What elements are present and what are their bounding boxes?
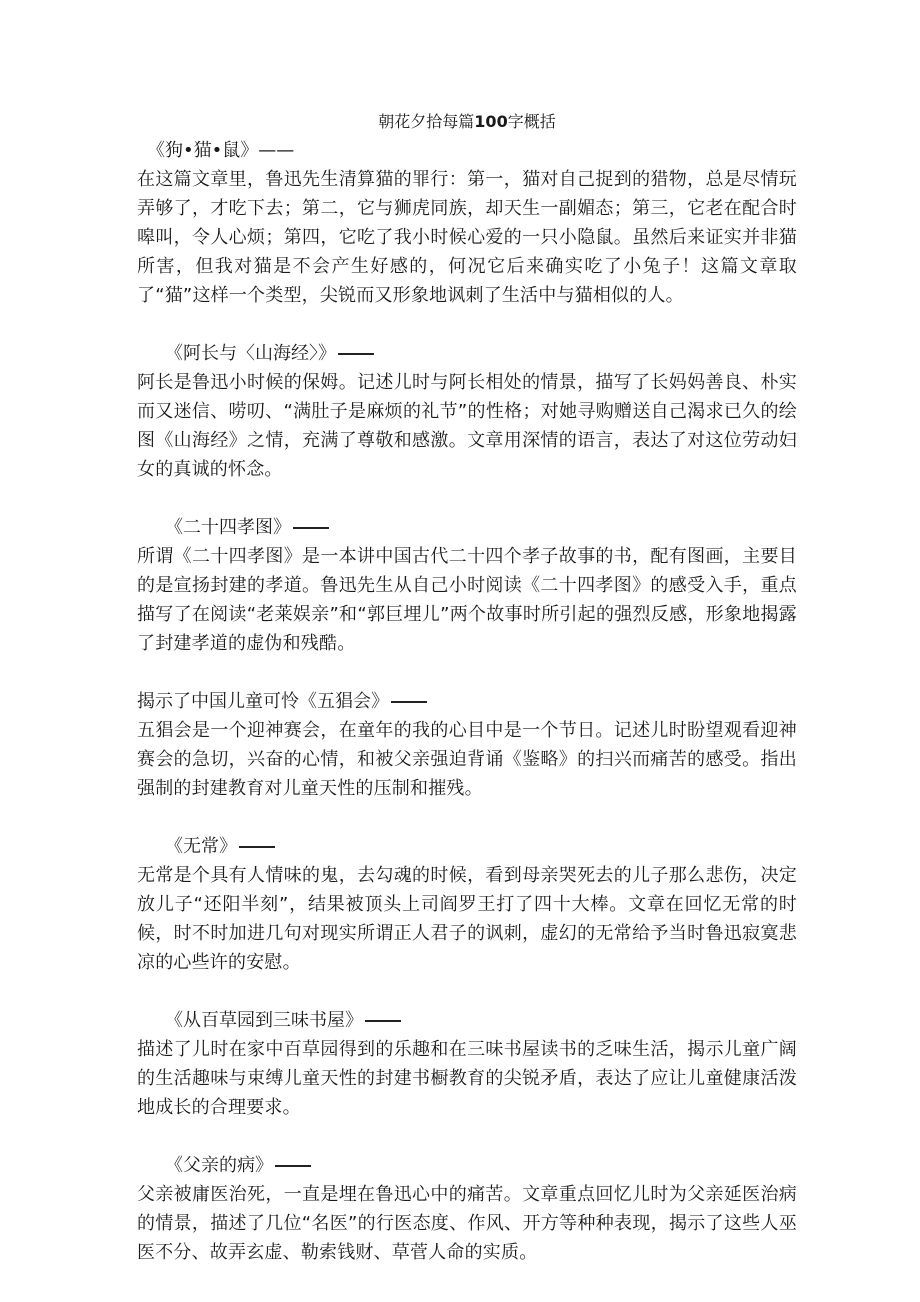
section-body: 阿长是鲁迅小时候的保姆。记述儿时与阿长相处的情景，描写了长妈妈善良、朴实而又迷信、唠叨、“满肚子是麻烦的礼节”的性格；对她寻购赠送自己渴求已久的绘图《山海经》之情，充满了尊敬和感激。文章用深情的语言，表达了对这位劳动妇女的真诚的怀念。 [137,372,797,480]
heading-dash [239,846,275,848]
section-a-chang [137,339,797,484]
heading-text: 《无常》 [165,836,237,857]
heading-text: 《二十四孝图》 [165,517,291,538]
document-page [137,108,797,1296]
heading-text: 《父亲的病》 [165,1155,273,1176]
heading-dash [391,701,427,703]
section-heading [137,687,797,716]
section-twenty-four-filial [137,513,797,658]
section-dog-cat-mouse [137,136,797,310]
section-heading [137,1006,797,1035]
section-body: 在这篇文章里，鲁迅先生清算猫的罪行：第一，猫对自己捉到的猎物，总是尽情玩弄够了，才吃下去；第二，它与狮虎同族，却天生一副媚态；第三，它老在配合时嗥叫，令人心烦；第四，它吃了我小时候心爱的一只小隐鼠。虽然后来证实并非猫所害，但我对猫是不会产生好感的，何况它后来确实吃了小兔子！这篇文章取了“猫”这样一个类型，尖锐而又形象地讽刺了生活中与猫相似的人。 [137,169,797,306]
section-heading [137,832,797,861]
document-title [137,108,797,136]
section-body: 所谓《二十四孝图》是一本讲中国古代二十四个孝子故事的书，配有图画，主要目的是宣扬封建的孝道。鲁迅先生从自己小时阅读《二十四孝图》的感受入手，重点描写了在阅读“老莱娱亲”和“郭巨埋儿”两个故事时所引起的强烈反感，形象地揭露了封建孝道的虚伪和残酷。 [137,546,797,654]
section-body: 描述了儿时在家中百草园得到的乐趣和在三味书屋读书的乏味生活，揭示儿童广阔的生活趣味与束缚儿童天性的封建书橱教育的尖锐矛盾，表达了应让儿童健康活泼地成长的合理要求。 [137,1039,797,1118]
title-prefix: 朝花夕拾每篇 [378,112,475,131]
section-fathers-illness [137,1151,797,1267]
section-body: 五猖会是一个迎神赛会，在童年的我的心目中是一个节日。记述儿时盼望观看迎神赛会的急切，兴奋的心情，和被父亲强迫背诵《鉴略》的扫兴而痛苦的感受。指出强制的封建教育对儿童天性的压制和摧残。 [137,720,797,799]
section-baicaoyuan [137,1006,797,1122]
title-number: 100 [474,112,508,131]
heading-dash [338,353,374,355]
section-heading [137,513,797,542]
heading-text: 揭示了中国儿童可怜《五猖会》 [137,691,389,712]
heading-text: 《阿长与〈山海经〉》 [165,343,336,364]
heading-dash [275,1165,311,1167]
heading-dash [365,1020,401,1022]
heading-dash [293,527,329,529]
section-wuchang-fair [137,687,797,803]
section-heading [137,339,797,368]
section-wuchang [137,832,797,977]
section-body: 无常是个具有人情味的鬼，去勾魂的时候，看到母亲哭死去的儿子那么悲伤，决定放儿子“还阳半刻”，结果被顶头上司阎罗王打了四十大棒。文章在回忆无常的时候，时不时加进几句对现实所谓正人君子的讽刺，虚幻的无常给予当时鲁迅寂寞悲凉的心些许的安慰。 [137,865,797,973]
section-body: 父亲被庸医治死，一直是埋在鲁迅心中的痛苦。文章重点回忆儿时为父亲延医治病的情景，描述了几位“名医”的行医态度、作风、开方等种种表现，揭示了这些人巫医不分、故弄玄虚、勒索钱财、草菅人命的实质。 [137,1184,797,1263]
section-heading [137,1151,797,1180]
title-suffix: 字概括 [507,112,556,131]
heading-text: 《从百草园到三味书屋》 [165,1010,363,1031]
section-heading: 《狗•猫•鼠》—— [147,140,295,161]
